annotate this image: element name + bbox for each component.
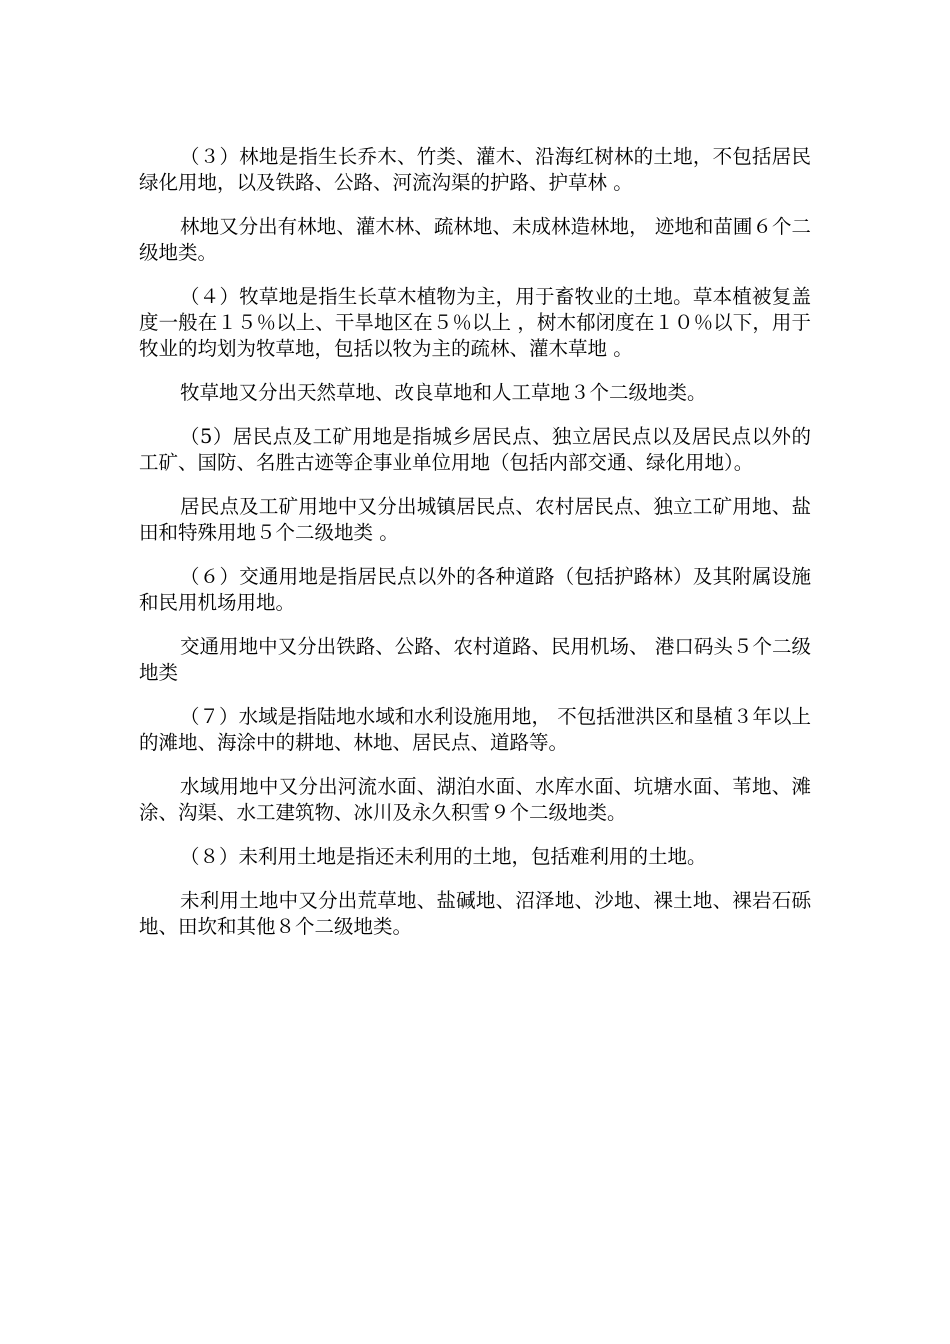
paragraph-forest-land-definition: （３）林地是指生长乔木、竹类、灌木、沿海红树林的土地，不包括居民绿化用地，以及铁路、公路、河流沟渠的护路、护草林 。 [139,145,811,194]
paragraph-pasture-subtypes: 牧草地又分出天然草地、改良草地和人工草地３个二级地类。 [180,381,707,404]
paragraph-forest-land-subtypes: 林地又分出有林地、灌木林、疏林地、未成林造林地， 迹地和苗圃６个二级地类。 [139,215,811,264]
document-body [139,144,811,958]
paragraph-unused-land-definition: （８）未利用土地是指还未利用的土地，包括难利用的土地。 [180,845,707,868]
paragraph-unused-land-subtypes: 未利用土地中又分出荒草地、盐碱地、沼泽地、沙地、裸土地、裸岩石砾地、田坎和其他８个二级地类。 [139,889,811,938]
paragraph-water-definition: （７）水域是指陆地水域和水利设施用地， 不包括泄洪区和垦植３年以上的滩地、海涂中的耕地、林地、居民点、道路等。 [139,705,811,754]
paragraph-settlement-definition: （5）居民点及工矿用地是指城乡居民点、独立居民点以及居民点以外的工矿、国防、名胜古迹等企事业单位用地（包括内部交通、绿化用地）。 [139,425,811,474]
paragraph-transport-definition: （６）交通用地是指居民点以外的各种道路（包括护路林）及其附属设施和民用机场用地。 [139,565,811,614]
paragraph-pasture-definition: （４）牧草地是指生长草木植物为主，用于畜牧业的土地。草本植被复盖度一般在１５％以上、干旱地区在５％以上 ，树木郁闭度在１０％以下，用于牧业的均划为牧草地，包括以牧为主的疏林、灌木草地 。 [139,285,811,360]
paragraph-settlement-subtypes: 居民点及工矿用地中又分出城镇居民点、农村居民点、独立工矿用地、盐田和特殊用地５个二级地类 。 [139,495,811,544]
paragraph-water-subtypes: 水域用地中又分出河流水面、湖泊水面、水库水面、坑塘水面、苇地、滩涂、沟渠、水工建筑物、冰川及永久积雪９个二级地类。 [139,775,811,824]
paragraph-transport-subtypes: 交通用地中又分出铁路、公路、农村道路、民用机场、 港口码头５个二级地类 [139,635,811,684]
